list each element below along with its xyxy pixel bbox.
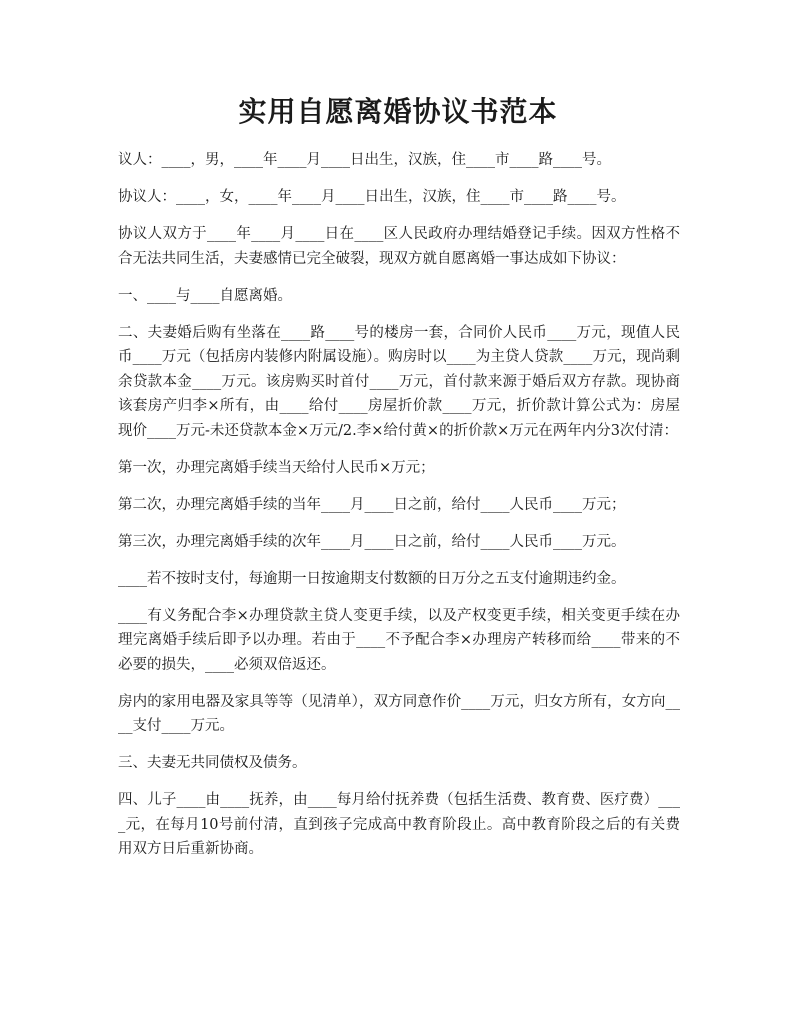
paragraph-clause-one: 一、____与____自愿离婚。: [118, 287, 292, 304]
document-title: 实用自愿离婚协议书范本: [238, 95, 558, 128]
paragraph-furniture: 房内的家用电器及家具等等（见清单），双方同意作价____万元，归女方所有，女方向____支付____万元。: [118, 693, 680, 734]
paragraph-loan-transfer: ____有义务配合李×办理贷款主贷人变更手续，以及产权变更手续，相关变更手续在办理完离婚手续后即予以办理。若由于____不予配合李×办理房产转移而给____带来的不必要的损失，____必须双倍返还。: [118, 607, 680, 673]
paragraph-second-payment: 第二次，办理完离婚手续的当年____月____日之前，给付____人民币____万元；: [118, 496, 626, 513]
paragraph-clause-three: 三、夫妻无共同债权及债务。: [118, 755, 307, 771]
paragraph-first-payment: 第一次，办理完离婚手续当天给付人民币×万元；: [118, 459, 435, 476]
paragraph-preamble: 协议人双方于____年____月____日在____区人民政府办理结婚登记手续。因双方性格不合无法共同生活，夫妻感情已完全破裂，现双方就自愿离婚一事达成如下协议：: [118, 226, 680, 267]
paragraph-third-payment: 第三次，办理完离婚手续的次年____月____日之前，给付____人民币____万元。: [118, 533, 626, 550]
paragraph-clause-two: 二、夫妻婚后购有坐落在____路____号的楼房一套，合同价人民币____万元，现值人民币____万元（包括房内装修内附属设施）。购房时以____为主贷人贷款____万元，现尚剩余贷款本金____万元。该房购买时首付____万元，首付款来源于婚后双方存款。现协商该套房产归李×所有，由____给付____房屋折价款____万元，折价款计算公式为：房屋现价____万元-未还贷款本金×万元/2.李×给付黄×的折价款×万元在两年内分3次付清：: [118, 324, 680, 439]
document-body: [118, 148, 680, 874]
paragraph-party-one: 议人：____，男，____年____月____日出生，汉族，住____市____路____号。: [118, 152, 611, 168]
paragraph-party-two: 协议人：____，女，____年____月____日出生，汉族，住____市____路____号。: [118, 189, 626, 205]
paragraph-clause-four: 四、儿子____由____抚养，由____每月给付抚养费（包括生活费、教育费、医疗费）____元，在每月10号前付清，直到孩子完成高中教育阶段止。高中教育阶段之后的有关费用双方日后重新协商。: [118, 792, 680, 857]
paragraph-late-penalty: ____若不按时支付，每逾期一日按逾期支付数额的日万分之五支付逾期违约金。: [118, 570, 626, 587]
